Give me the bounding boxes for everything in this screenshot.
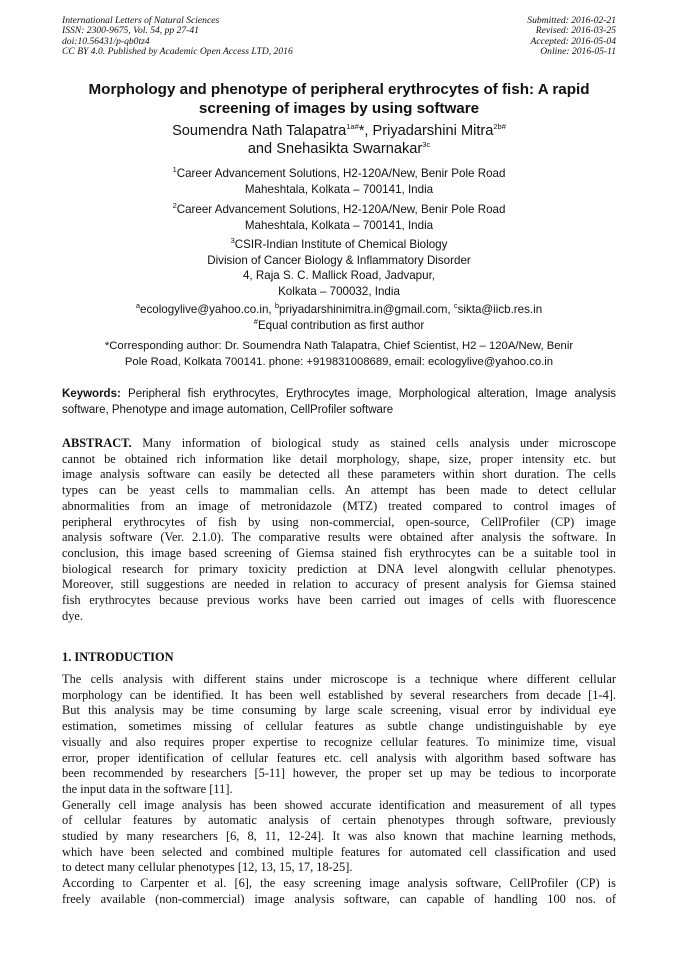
title-line: Morphology and phenotype of peripheral erythrocytes of fish: A rapid [88, 81, 590, 98]
keywords-block [62, 387, 616, 418]
email-sup: c [453, 301, 458, 311]
author-list [62, 122, 616, 158]
dates-header [527, 16, 616, 58]
journal-issn: ISSN: 2300-9675, Vol. 54, pp 27-41 [62, 25, 199, 37]
affiliation-sup: 3 [230, 236, 235, 246]
abstract-line: analysis software (Ver. 2.1.0). The comparative results were obtained after analysis the software. In [62, 530, 616, 545]
intro-line: to detect many cellular phenotypes [12, 13, 15, 17, 18-25]. [62, 860, 353, 875]
equal-text: Equal contribution as first author [257, 318, 425, 332]
abstract-line: abnormalities from an image of metronidazole (MTZ) treated compared to control images of [62, 498, 616, 513]
corresponding-line: *Corresponding author: Dr. Soumendra Nath Talapatra, Chief Scientist, H2 – 120A/New, Benir [104, 340, 574, 352]
affiliation-1 [62, 166, 616, 197]
intro-line: visually and also requires proper expertise to recognize cellular features. To minimize time, visual [62, 734, 616, 749]
abstract-block [62, 436, 616, 624]
journal-license: CC BY 4.0. Published by Academic Open Access LTD, 2016 [62, 46, 293, 58]
author-name: Snehasikta Swarnakar [276, 141, 423, 157]
author-line [62, 140, 616, 158]
date-revised: Revised: 2016-03-25 [535, 25, 616, 37]
author-sup: 1a# [346, 122, 359, 132]
affiliation-text: Career Advancement Solutions, H2-120A/New, Benir Pole Road [176, 203, 506, 216]
journal-info-header [62, 16, 293, 58]
title-line: screening of images by using software [198, 100, 480, 117]
abstract-line: dye. [62, 608, 83, 623]
abstract-line: cannot be obtained rich information like detail morphology, shape, size, proper intensity etc. but [62, 451, 616, 466]
email-sup: a [135, 301, 140, 311]
abstract-line: peripheral erythrocytes of fish by using non-commercial, open-source, CellProfiler (CP) image [62, 514, 616, 529]
date-online: Online: 2016-05-11 [540, 46, 616, 58]
affiliation-2 [62, 202, 616, 233]
date-submitted: Submitted: 2016-02-21 [527, 15, 616, 26]
abstract-line: conclusion, this image based screening of Giemsa stained fish erythrocytes can be a suitable tool in [62, 545, 616, 560]
intro-line: error, proper identification of cellular features etc. cell analysis with algorithm based software has [62, 750, 616, 765]
affiliation-line [62, 202, 616, 218]
intro-line: But this analysis may be time consuming by large scale screening, visual error by individual eye [62, 703, 616, 718]
affiliation-line: Division of Cancer Biology & Inflammatory Disorder [207, 253, 471, 267]
intro-line: Generally cell image analysis has been showed accurate identification and measurement of all types [62, 797, 616, 812]
email-line [62, 302, 616, 318]
intro-line: the input data in the software [11]. [62, 781, 233, 796]
affiliation-line [62, 166, 616, 182]
intro-line: of cellular features by automatic analysis of certain phenotypes through software, previously [62, 813, 616, 828]
keywords-label: Keywords: [62, 388, 121, 400]
email-sup: b [274, 301, 280, 311]
journal-doi[interactable]: doi:10.56431/p-qb0tz4 [62, 35, 150, 47]
abstract-line: fish erythrocytes because previous works have been carried out images of cells with fluorescence [62, 593, 616, 608]
intro-line: studied by many researchers [6, 8, 11, 12-24]. It was also known that machine learning methods, [62, 829, 616, 844]
affiliation-3 [62, 237, 616, 299]
affiliation-line: Maheshtala, Kolkata – 700141, India [244, 218, 434, 232]
journal-name: International Letters of Natural Sciences [62, 15, 220, 26]
abstract-text: Many information of biological study as stained cells analysis under microscope [131, 436, 616, 450]
abstract-line: image analysis software can easily be detected all these parameters within short duration. The cells [62, 467, 616, 482]
section-heading-introduction: 1. INTRODUCTION [62, 650, 174, 664]
intro-line: morphology can be identified. It has been well established by several researchers from decade [1-4]. [62, 687, 616, 702]
date-accepted: Accepted: 2016-05-04 [530, 35, 616, 47]
equal-sup: # [253, 316, 258, 326]
abstract-label: ABSTRACT. [62, 436, 132, 450]
email-link[interactable]: ecologylive@yahoo.co.in, [140, 303, 275, 316]
author-conjunction: and [247, 141, 277, 157]
affiliation-line: Kolkata – 700032, India [278, 284, 400, 298]
affiliation-line: 4, Raja S. C. Mallick Road, Jadvapur, [242, 269, 436, 282]
corresponding-author [62, 339, 616, 370]
author-line [62, 122, 616, 140]
intro-line: The cells analysis with different stains under microscope is a technique where different cellular [62, 672, 616, 686]
abstract-line: types can be yeast cells to mammalian cells. An attempt has been made to detect cellular [62, 483, 616, 498]
corresponding-line: Pole Road, Kolkata 700141. phone: +919831008689, email: ecologylive@yahoo.co.in [124, 355, 554, 368]
equal-contribution-note [62, 318, 616, 334]
author-sup: 2b# [493, 122, 506, 132]
affiliation-text: CSIR-Indian Institute of Chemical Biology [234, 238, 448, 251]
author-name: Priyadarshini Mitra [372, 123, 494, 139]
author-emails [62, 302, 616, 333]
affiliation-text: Career Advancement Solutions, H2-120A/New, Benir Pole Road [176, 167, 506, 180]
intro-line: which have been selected and combined multiple features for automated cell classification and used [62, 844, 616, 859]
email-link[interactable]: sikta@iicb.res.in [457, 303, 543, 316]
introduction-block [62, 672, 616, 908]
keywords-text: Peripheral fish erythrocytes, Erythrocytes image, Morphological alteration, Image analysis software, Phenotype and image automation, CellProfiler software [62, 388, 616, 416]
author-separator: *, [358, 123, 373, 139]
intro-line: estimation, sometimes missing of cellular features as subtle change undistinguishable by eye [62, 719, 616, 734]
abstract-line [62, 436, 616, 452]
affiliation-sup: 2 [172, 201, 177, 211]
author-name: Soumendra Nath Talapatra [172, 123, 347, 139]
paper-title [62, 80, 616, 118]
affiliation-sup: 1 [172, 165, 177, 175]
intro-line: freely available (non-commercial) image analysis software, can capable of handling 100 nos. of [62, 891, 616, 906]
abstract-line: Moreover, still suggestions are needed in relation to accuracy of present analysis for Giemsa stained [62, 577, 616, 592]
intro-line: been recommended by researchers [5-11] however, the proper set up may be tedious to incorporate [62, 766, 616, 781]
abstract-line: biological research for primary toxicity prediction at DNA level alongwith cellular phenotypes. [62, 561, 616, 576]
email-link[interactable]: priyadarshinimitra.in@gmail.com, [279, 303, 454, 316]
affiliation-line: Maheshtala, Kolkata – 700141, India [244, 182, 434, 196]
affiliation-line [62, 237, 616, 253]
intro-line: According to Carpenter et al. [6], the easy screening image analysis software, CellProfiler (CP) is [62, 876, 616, 891]
author-sup: 3c [422, 140, 431, 150]
